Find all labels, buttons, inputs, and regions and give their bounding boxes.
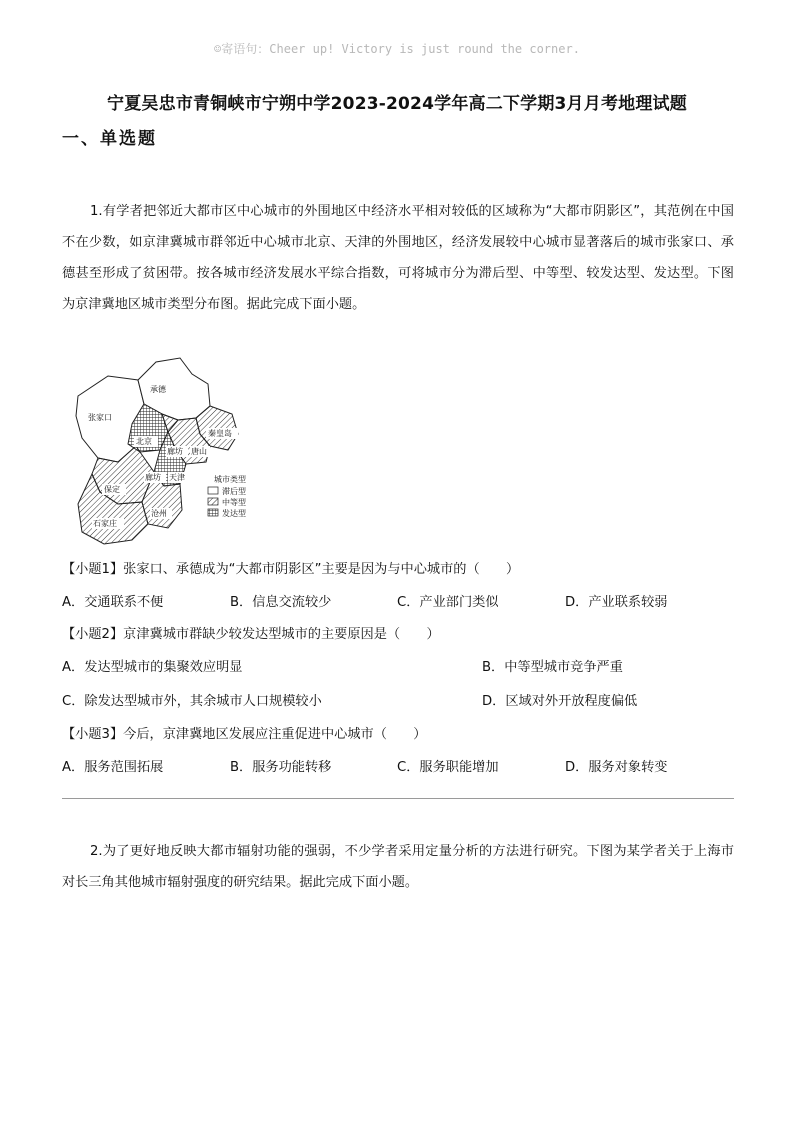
subquestion-2-option-c[interactable]: C．除发达型城市外，其余城市人口规模较小 <box>62 694 322 709</box>
subquestion-3-option-b[interactable]: B．服务功能转移 <box>230 760 332 775</box>
subquestion-2-option-a[interactable]: A．发达型城市的集聚效应明显 <box>62 660 243 675</box>
section-heading: 一、单选题 <box>62 129 157 149</box>
subquestion-2-option-b[interactable]: B．中等型城市竞争严重 <box>482 660 623 675</box>
watermark: ☺寄语句：Cheer up! Victory is just round the corner. <box>214 42 580 56</box>
subquestion-3-option-c[interactable]: C．服务职能增加 <box>397 760 499 775</box>
question-2-stem: 2.为了更好地反映大都市辐射功能的强弱，不少学者采用定量分析的方法进行研究。下图为某学者关于上海市对长三角其他城市辐射强度的研究结果。据此完成下面小题。 <box>62 844 734 890</box>
map-label-baoding: 保定 <box>104 485 120 494</box>
legend-lagging: 滞后型 <box>222 487 246 496</box>
subquestion-1-option-c[interactable]: C．产业部门类似 <box>397 595 499 610</box>
legend-title: 城市类型 <box>214 475 246 484</box>
subquestion-1-option-b[interactable]: B．信息交流较少 <box>230 595 332 610</box>
question-1-stem: 1.有学者把邻近大都市区中心城市的外围地区中经济水平相对较低的区域称为“大都市阴影区”，其范例在中国不在少数，如京津冀城市群邻近中心城市北京、天津的外围地区，经济发展较中心城市显著落后的城市张家口、承德甚至形成了贫困带。按各城市经济发展水平综合指数，可将城市分为滞后型、中等型、较发达型、发达型。下图为京津冀地区城市类型分布图。据此完成下面小题。 <box>62 204 734 312</box>
subquestion-3-option-d[interactable]: D．服务对象转变 <box>565 760 668 775</box>
subquestion-1-option-d[interactable]: D．产业联系较弱 <box>565 595 668 610</box>
subquestion-1-stem: 【小题1】张家口、承德成为“大都市阴影区”主要是因为与中心城市的（ ） <box>62 562 520 577</box>
subquestion-2-option-d[interactable]: D．区域对外开放程度偏低 <box>482 694 638 709</box>
map-label-langfang-north: 廊坊 <box>167 447 183 456</box>
map-legend <box>206 472 256 524</box>
map-label-tangshan: 唐山 <box>191 447 207 456</box>
map-label-chengde: 承德 <box>150 385 166 394</box>
map-label-cangzhou: 沧州 <box>151 509 167 518</box>
map-label-zhangjiakou: 张家口 <box>88 413 112 422</box>
legend-medium: 中等型 <box>222 498 246 507</box>
page-title: 宁夏吴忠市青铜峡市宁朔中学2023-2024学年高二下学期3月月考地理试题 <box>107 94 687 114</box>
subquestion-2-stem: 【小题2】京津冀城市群缺少较发达型城市的主要原因是（ ） <box>62 627 440 642</box>
subquestion-1-option-a[interactable]: A．交通联系不便 <box>62 595 164 610</box>
map-label-qinhuangdao: 秦皇岛 <box>208 429 232 438</box>
map-label-tianjin: 天津 <box>169 473 185 482</box>
map-label-langfang-south: 廊坊 <box>145 473 161 482</box>
map-label-shijiazhuang: 石家庄 <box>93 519 117 528</box>
subquestion-3-option-a[interactable]: A．服务范围拓展 <box>62 760 164 775</box>
subquestion-3-stem: 【小题3】今后，京津冀地区发展应注重促进中心城市（ ） <box>62 727 427 742</box>
beijing-tianjin-hebei-city-type-map <box>68 354 264 550</box>
map-label-beijing: 北京 <box>136 437 152 446</box>
question-divider <box>62 798 734 799</box>
legend-developed: 发达型 <box>222 509 246 518</box>
